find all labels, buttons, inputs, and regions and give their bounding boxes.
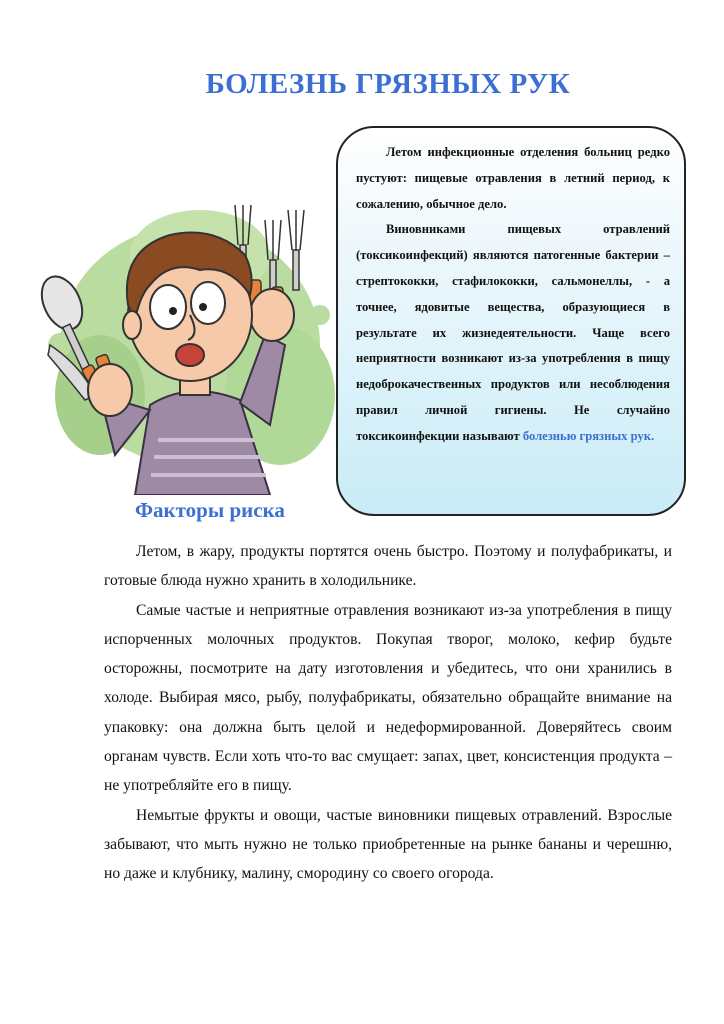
body-paragraph-3: Немытые фрукты и овощи, частые виновники пищевых отравлений. Взрослые забывают, что мыть нужно не только приобретенные на рынке бананы и черешню, но даже и клубнику, малину, смородину со своего огорода. xyxy=(104,806,672,883)
open-mouth xyxy=(176,344,204,366)
section-title: Факторы риска xyxy=(135,498,285,522)
callout-paragraph-2 xyxy=(356,217,670,449)
right-eye-icon xyxy=(191,282,225,324)
info-callout-box xyxy=(336,126,686,516)
body-paragraph-1: Летом, в жару, продукты портятся очень быстро. Поэтому и полуфабрикаты, и готовые блюда нужно хранить в холодильнике. xyxy=(104,543,672,590)
left-eye-icon xyxy=(150,285,186,329)
callout-paragraph-1: Летом инфекционные отделения больниц редко пустуют: пищевые отравления в летний период, к сожалению, обычное дело. xyxy=(356,145,670,211)
section-body xyxy=(104,537,672,889)
callout-highlight: болезнью грязных рук. xyxy=(522,428,655,443)
cartoon-boy-illustration xyxy=(40,195,340,495)
right-hand xyxy=(250,289,294,341)
callout-paragraph-2-text: Виновниками пищевых отравлений (токсикоинфекций) являются патогенные бактерии – стрептококки, стафилококки, сальмонеллы, - а точнее, ядовитые вещества, образующиеся в результате их жизнедеятельности. Чаще всего неприятности возникают из-за употребления в пищу недоброкачественных продуктов или несоблюдения правил личной гигиены. Не случайно токсикоинфекции называют xyxy=(356,222,670,443)
left-hand xyxy=(88,364,132,416)
cartoon-boy-icon xyxy=(40,195,340,495)
body-paragraph-2: Самые частые и неприятные отравления возникают из-за употребления в пищу испорченных молочных продуктов. Покупая творог, молоко, кефир будьте осторожны, посмотрите на дату изготовления и убедитесь, что они хранились в холоде. Выбирая мясо, рыбу, полуфабрикаты, обязательно обращайте внимание на упаковку: она должна быть целой и недеформированной. Доверяйтесь своим органам чувств. Если хоть что-то вас смущает: запах, цвет, консистенция продукта – не употребляйте его в пищу. xyxy=(104,601,672,795)
page-title: БОЛЕЗНЬ ГРЯЗНЫХ РУК xyxy=(205,68,571,100)
